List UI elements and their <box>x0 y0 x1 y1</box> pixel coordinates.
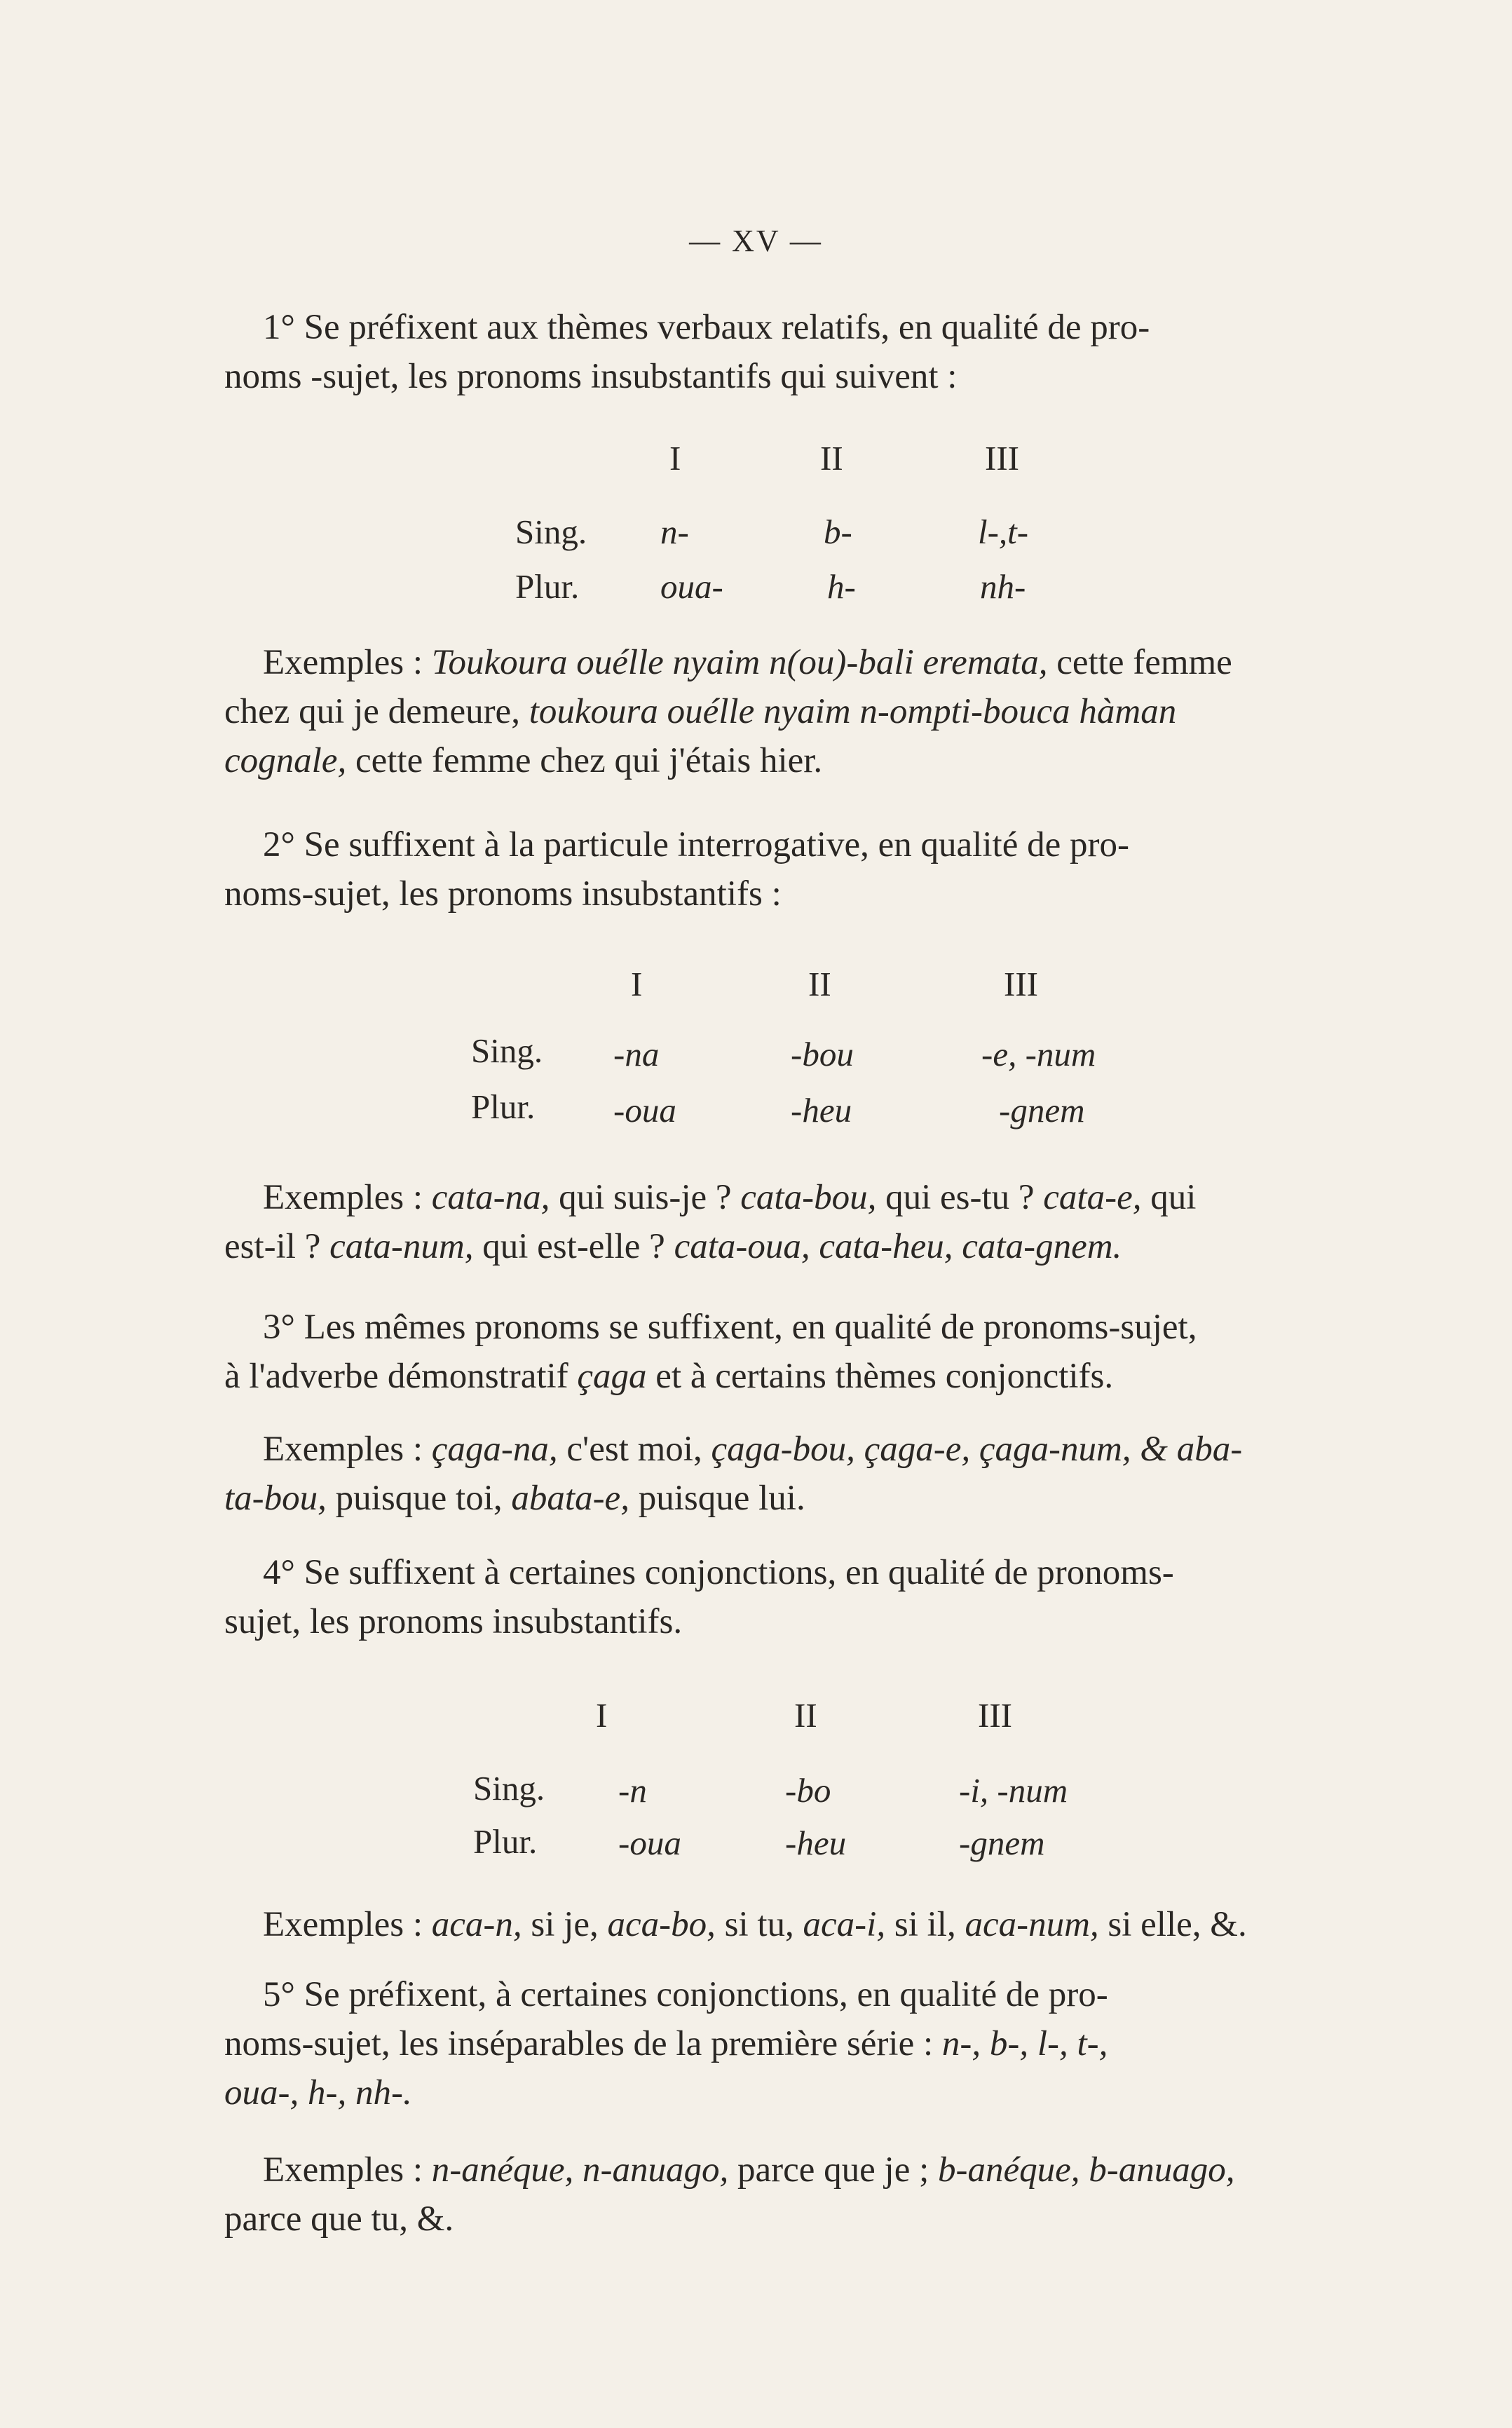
paragraph-2-line-1: 2° Se suffixent à la particule interrogative, en qualité de pro- <box>263 825 1129 864</box>
table-cell: nh- <box>980 567 1026 606</box>
paragraph-3-line-1: 3° Les mêmes pronoms se suffixent, en qualité de pronoms-sujet, <box>263 1308 1197 1347</box>
paragraph-1-line-2: noms -sujet, les pronoms insubstantifs qui suivent : <box>224 357 958 396</box>
paragraph-2 <box>224 820 1337 918</box>
table-header: II <box>820 439 843 477</box>
paragraph-5-line-3: oua-, h-, nh-. <box>224 2073 412 2112</box>
table-cell: -heu <box>791 1091 852 1130</box>
table-cell: -e, -num <box>981 1035 1096 1073</box>
table-cell: -bo <box>785 1771 831 1810</box>
examples-4-line-1: Exemples : aca-n, si je, aca-bo, si tu, aca-i, si il, aca-num, si elle, &. <box>263 1905 1247 1944</box>
examples-3 <box>224 1425 1337 1523</box>
table-header: I <box>631 965 643 1003</box>
table-cell: -i, -num <box>959 1771 1068 1810</box>
table-header: III <box>1004 965 1038 1003</box>
row-label: Plur. <box>515 567 580 606</box>
paragraph-5 <box>224 1970 1337 2117</box>
table-cell: n- <box>660 513 689 551</box>
examples-3-line-2: ta-bou, puisque toi, abata-e, puisque lui. <box>224 1479 805 1518</box>
examples-5-line-1: Exemples : n-anéque, n-anuago, parce que je ; b-anéque, b-anuago, <box>263 2150 1235 2190</box>
examples-1-line-2: chez qui je demeure, toukoura ouélle nyaim n-ompti-bouca hàman <box>224 692 1177 731</box>
table-cell: -oua <box>613 1091 676 1130</box>
paragraph-4-line-1: 4° Se suffixent à certaines conjonctions, en qualité de pronoms- <box>263 1553 1174 1592</box>
table-cell: -gnem <box>999 1091 1085 1130</box>
paragraph-1 <box>224 303 1337 401</box>
paragraph-4 <box>224 1548 1337 1646</box>
examples-1 <box>224 638 1337 785</box>
table-cell: -bou <box>791 1035 854 1073</box>
examples-2-line-2: est-il ? cata-num, qui est-elle ? cata-oua, cata-heu, cata-gnem. <box>224 1227 1122 1266</box>
table-cell: -na <box>613 1035 660 1073</box>
row-label: Plur. <box>473 1822 538 1861</box>
table-header: I <box>596 1696 608 1735</box>
examples-5-line-2: parce que tu, &. <box>224 2199 454 2239</box>
paragraph-2-line-2: noms-sujet, les pronoms insubstantifs : <box>224 874 782 914</box>
paragraph-3 <box>224 1303 1337 1401</box>
table-header: II <box>794 1696 817 1735</box>
table-header: I <box>669 439 681 477</box>
table-cell: -oua <box>618 1824 681 1862</box>
examples-4 <box>224 1900 1337 1949</box>
table-header: III <box>985 439 1019 477</box>
row-label: Sing. <box>515 513 587 551</box>
table-cell: l-,t- <box>978 513 1029 551</box>
paragraph-3-line-2: à l'adverbe démonstratif çaga et à certains thèmes conjonctifs. <box>224 1357 1114 1396</box>
examples-5 <box>224 2145 1337 2244</box>
examples-2 <box>224 1173 1337 1271</box>
table-cell: oua- <box>660 567 723 606</box>
row-label: Sing. <box>471 1031 543 1070</box>
table-cell: h- <box>827 567 856 606</box>
examples-1-line-3: cognale, cette femme chez qui j'étais hier. <box>224 741 823 780</box>
row-label: Sing. <box>473 1769 545 1808</box>
table-cell: -n <box>618 1771 647 1810</box>
row-label: Plur. <box>471 1087 536 1126</box>
examples-1-line-1: Exemples : Toukoura ouélle nyaim n(ou)-bali eremata, cette femme <box>263 643 1232 682</box>
paragraph-5-line-2: noms-sujet, les inséparables de la première série : n-, b-, l-, t-, <box>224 2024 1108 2063</box>
examples-3-line-1: Exemples : çaga-na, c'est moi, çaga-bou, çaga-e, çaga-num, & aba- <box>263 1430 1243 1469</box>
table-header: III <box>978 1696 1012 1735</box>
page-number: — XV — <box>689 224 823 258</box>
table-cell: b- <box>824 513 852 551</box>
table-cell: -heu <box>785 1824 847 1862</box>
paragraph-1-line-1: 1° Se préfixent aux thèmes verbaux relatifs, en qualité de pro- <box>263 308 1150 347</box>
examples-2-line-1: Exemples : cata-na, qui suis-je ? cata-bou, qui es-tu ? cata-e, qui <box>263 1178 1197 1217</box>
table-cell: -gnem <box>959 1824 1045 1862</box>
paragraph-5-line-1: 5° Se préfixent, à certaines conjonctions, en qualité de pro- <box>263 1975 1108 2014</box>
paragraph-4-line-2: sujet, les pronoms insubstantifs. <box>224 1602 683 1641</box>
table-header: II <box>808 965 831 1003</box>
